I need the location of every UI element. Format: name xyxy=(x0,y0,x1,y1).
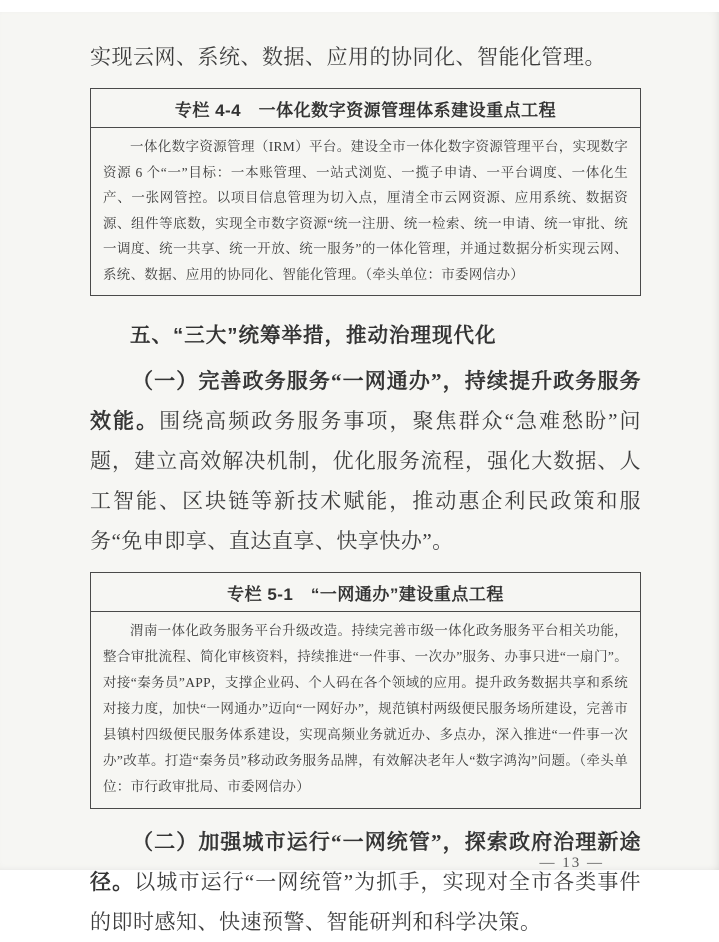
paragraph-one-lead: （一）完善政务服务“一网通办”，持续提升政务服务效能。 xyxy=(90,369,641,433)
page-content xyxy=(90,24,641,942)
paragraph-two xyxy=(90,822,641,942)
scanned-document-page xyxy=(0,12,719,934)
column-box-4-4 xyxy=(90,88,641,296)
column-box-5-1-title: 专栏 5-1 “一网通办”建设重点工程 xyxy=(91,573,640,612)
paragraph-one-body: 围绕高频政务服务事项，聚焦群众“急难愁盼”问题，建立高效解决机制，优化服务流程，强化大数据、人工智能、区块链等新技术赋能，推动惠企利民政策和服务“免申即享、直达直享、快享快办”。 xyxy=(90,409,642,553)
paragraph-two-body: 以城市运行“一网统管”为抓手，实现对全市各类事件的即时感知、快速预警、智能研判和科学决策。 xyxy=(90,870,642,934)
column-box-5-1 xyxy=(90,572,641,809)
intro-paragraph-continuation: 实现云网、系统、数据、应用的协同化、智能化管理。 xyxy=(90,45,606,69)
column-box-4-4-body: 一体化数字资源管理（IRM）平台。建设全市一体化数字资源管理平台，实现数字资源 6 个“一”目标：一本账管理、一站式浏览、一揽子申请、一平台调度、一体化生产、一张网管控。以项目信息管理为切入点，厘清全市云网资源、应用系统、数据资源、组件等底数，实现全市数字资源“统一注册、统一检索、统一申请、统一审批、统一调度、统一共享、统一开放、统一服务”的一体化管理，并通过数据分析实现云网、系统、数据、应用的协同化、智能化管理。（牵头单位：市委网信办） xyxy=(103,139,628,282)
paragraph-two-lead: （二）加强城市运行“一网统管”，探索政府治理新途径。 xyxy=(90,830,641,894)
paragraph-one xyxy=(90,361,641,561)
column-box-4-4-title: 专栏 4-4 一体化数字资源管理体系建设重点工程 xyxy=(91,89,640,128)
page-number: — 13 — xyxy=(539,855,604,871)
column-box-5-1-body: 渭南一体化政务服务平台升级改造。持续完善市级一体化政务服务平台相关功能，整合审批流程、简化审核资料，持续推进“一件事、一次办”服务、办事只进“一扇门”。对接“秦务员”APP，支撑企业码、个人码在各个领域的应用。提升政务数据共享和系统对接力度，加快“一网通办”迈向“一网好办”，规范镇村两级便民服务场所建设，完善市县镇村四级便民服务体系建设，实现高频业务就近办、多点办，深入推进“一件事一次办”改革。打造“秦务员”移动政务服务品牌，有效解决老年人“数字鸿沟”问题。（牵头单位：市行政审批局、市委网信办） xyxy=(103,623,628,794)
section-heading-five: 五、“三大”统筹举措，推动治理现代化 xyxy=(130,324,497,347)
